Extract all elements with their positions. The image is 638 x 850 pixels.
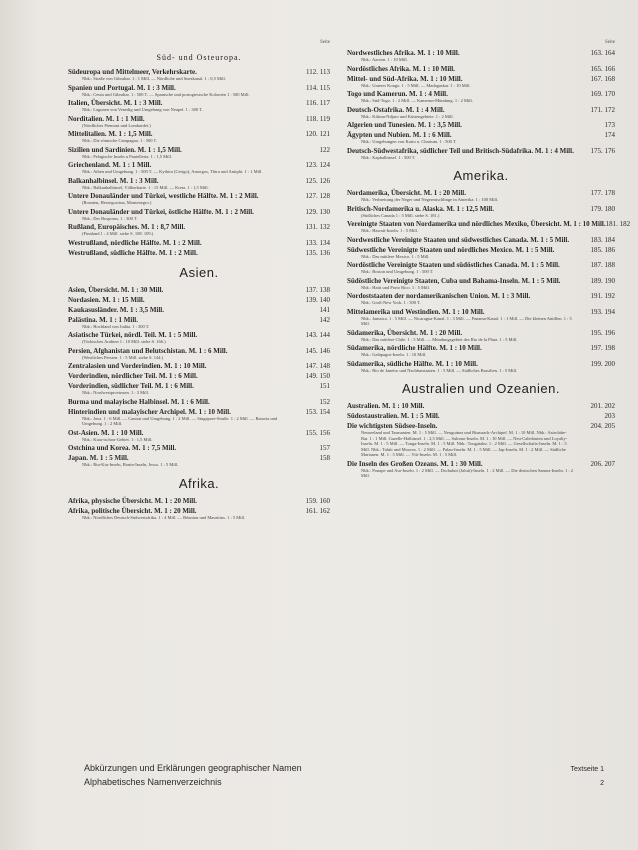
entry-pages: 165. 166 [590,64,615,73]
entry-row [347,261,615,269]
index-entry [347,189,615,203]
entry-row [68,192,330,200]
section-heading: Afrika. [178,475,220,491]
entry-row [347,147,615,155]
entry-row [347,412,615,420]
entry-row [347,205,615,213]
entry-pages: 149. 150 [305,372,330,380]
index-entry [347,131,615,145]
entry-title: Nordasien. M. 1 : 15 Mill. [68,295,145,304]
entry-subtitle: Nbk.: Riu-Kiu-Inseln, Bonin-Inseln, Jesso. 1 : 5 Mill. [82,462,179,467]
entry-row [68,84,330,92]
entry-row [347,131,615,139]
entry-row [68,331,330,339]
entry-title: Persien, Afghanistan und Belutschistan. M. 1 : 6 Mill. [68,346,228,355]
entry-pages: 185. 186 [590,245,615,254]
entry-title: Vorderindien, nördlicher Teil. M. 1 : 6 Mill. [68,372,198,380]
footer-row [84,762,604,776]
entry-subtitle: Nbk.: Hawaii-Inseln. 1 : 5 Mill. [361,228,418,233]
entry-subtitle: Nbk.: Jamaica. 1 : 5 Mill. — Nicaragua-Kanal. 1 : 3 Mill. — Panama-Kanal. 1 : 1 Mill. — Die kleinen Antillen. 1 : 5 Mill. [361,315,572,326]
entry-title: Togo und Kamerun. M. 1 : 4 Mill. [347,90,448,98]
entry-title: Deutsch-Südwestafrika, südlicher Teil und Britisch-Südafrika. M. 1 : 4 Mill. [347,146,574,155]
entry-row [68,398,330,406]
entry-pages: 203 [604,412,615,420]
index-entry [347,261,615,275]
entry-title: Vereinigte Staaten von Nordamerika und nördliches Mexiko, Übersicht. M. 1 : 10 Mill. [347,220,606,228]
index-entry [347,402,615,410]
index-entry [347,277,615,291]
entry-title: Griechenland. M. 1 : 1 Mill. [68,161,152,169]
index-entry [68,362,330,370]
entry-subtitle: Nbk.: Kiau-tschou-Gebiet. 1 : 1,5 Mill. [82,436,153,442]
entry-pages: 116. 117 [306,99,330,107]
entry-subtitle: Nbk.: Der Bosporus. 1 : 300 T. [82,215,138,221]
entry-subtitle: (Türkisches Arabien 1 : 10 Mill. siehe S. 166.) [82,339,166,344]
entry-row [347,422,615,430]
entry-title: Deutsch-Ostafrika. M. 1 : 4 Mill. [347,105,445,114]
entry-pages: 177. 178 [590,189,615,197]
left-entries [68,53,330,520]
entry-title: Südamerika, nördliche Hälfte. M. 1 : 10 Mill. [347,344,482,352]
footer-title: Alphabetisches Namenverzeichnis [84,777,222,787]
entry-pages: 139. 140 [305,295,330,304]
entry-title: Nordoststaaten der nordamerikanischen Union. M. 1 : 3 Mill. [347,292,531,300]
entry-subtitle: Nbk.: Ponape und Aur-Inseln. 1 : 2 Mill. — Dschaluit (Jaluit)-Inseln. 1 : 2 Mill. — Die deutschen Samoa-Inseln. 1 : 2 Mill. [361,467,574,478]
entry-pages: 133. 134 [305,238,330,247]
entry-subtitle: Nbk.: Das mittlere Chile. 1 : 5 Mill. — Mündungsgebiet des Rio de la Plata. 1 : 5 Mill. [361,336,518,342]
index-entry [68,192,330,206]
entry-title: Afrika, physische Übersicht. M. 1 : 20 Mill. [68,496,197,505]
entry-subtitle: (Südliches Canada 1 : 5 Mill. siehe S. 181.) [361,212,440,218]
index-entry [68,208,330,222]
index-entry [347,308,615,327]
entry-title: Südamerika, Übersicht. M. 1 : 20 Mill. [347,328,463,337]
entry-title: Britisch-Nordamerika u. Alaska. M. 1 : 12,5 Mill. [347,204,494,213]
entry-row [347,236,615,244]
index-entry [347,412,615,420]
entry-pages: 173 [604,121,615,129]
index-entry [347,65,615,73]
entry-row [347,220,631,228]
entry-pages: 145. 146 [305,346,330,355]
entry-title: Spanien und Portugal. M. 1 : 3 Mill. [68,83,176,92]
entry-pages: 174 [604,131,615,139]
entry-subtitle: Nbk.: Kilima-Ndjaro und Küstengebiete. 1 : 2 Mill. [361,113,454,119]
entry-row [68,507,330,515]
footer-title: Abkürzungen und Erklärungen geographischer Namen [84,763,302,773]
entry-title: Norditalien. M. 1 : 1 Mill. [68,114,145,123]
index-entry [347,460,615,479]
index-entry [347,205,615,219]
index-entry [347,360,615,374]
entry-subtitle: Nbk.: Umgebungen von Kairo u. Chartum. 1 : 500 T. [361,139,457,144]
entry-title: Hinterindien und malayischer Archipel. M. 1 : 10 Mill. [68,407,231,416]
index-entry [68,115,330,129]
entry-title: Südostaustralien. M. 1 : 5 Mill. [347,412,440,420]
entry-subtitle: Nbk.: Lagunen von Venedig und Umgebung von Neapel. 1 : 300 T. [82,107,203,112]
entry-subtitle: Nbk.: Verbreitung der Neger und Negermischlinge in Amerika. 1 : 100 Mill. [361,197,499,202]
index-entry [347,106,615,120]
entry-subtitle: Nbk.: Azoren. 1 : 10 Mill. [361,57,408,62]
entry-title: Mittelitalien. M. 1 : 1,5 Mill. [68,130,153,138]
index-entry [347,220,631,234]
entry-title: Die Inseln des Großen Ozeans. M. 1 : 30 Mill. [347,459,483,468]
entry-title: Nordöstliche Vereinigte Staaten und südöstliches Canada. M. 1 : 5 Mill. [347,261,560,269]
entry-row [68,130,330,138]
index-entry [68,68,330,82]
entry-row [68,316,330,324]
entry-row [68,296,330,304]
index-entry [68,507,330,521]
entry-subtitle: Nbk.: Die römische Campagna. 1 : 500 T. [82,138,158,143]
entry-pages: 163. 164 [590,49,615,57]
entry-pages: 206. 207 [590,459,615,468]
entry-subtitle: Nbk.: Nordwestprovinzen. 1 : 3 Mill. [82,390,149,395]
entry-pages: 179. 180 [590,204,615,213]
entry-pages: 181. 182 [605,220,631,228]
index-entry [68,398,330,406]
entry-pages: 112. 113 [306,68,330,76]
entry-pages: 189. 190 [590,276,615,285]
entry-title: Westrußland, nördliche Hälfte. M. 1 : 2 Mill. [68,238,202,247]
entry-pages: 147. 148 [305,362,330,370]
entry-title: Ost-Asien. M. 1 : 10 Mill. [68,428,144,437]
index-entry [68,296,330,304]
index-entry [347,121,615,129]
entry-title: Südöstliche Vereinigte Staaten, Cuba und Bahama-Inseln. M. 1 : 5 Mill. [347,276,561,285]
entry-subtitle: Nbk.: Nördliches Deutsch-Südwestafrika. 1 : 4 Mill. — Réunion und Mauritius. 1 : 5 Mill. [82,514,246,520]
entry-pages: 123. 124 [305,161,330,169]
index-entry [347,147,615,161]
index-entry [68,454,330,468]
entry-subtitle: Nbk.: Kaphalbinsel. 1 : 500 T. [361,154,416,160]
index-entry [68,331,330,345]
index-entry [68,161,330,175]
entry-row [68,208,330,216]
entry-title: Vorderindien, südlicher Teil. M. 1 : 6 Mill. [68,382,194,390]
entry-pages: 157 [319,444,330,452]
entry-row [68,146,330,154]
index-entry [68,347,330,361]
index-entry [347,49,615,63]
entry-subtitle: Nbk.: Unterer Kongo. 1 : 5 Mill. — Madagaskar. 1 : 10 Mill. [361,82,471,88]
entry-title: Nordamerika, Übersicht. M. 1 : 20 Mill. [347,189,466,197]
right-column [347,40,631,481]
entry-row [68,454,330,462]
entry-title: Australien. M. 1 : 10 Mill. [347,402,425,410]
entry-row [347,402,615,410]
entry-title: Rußland, Europäisches. M. 1 : 8,7 Mill. [68,223,186,231]
entry-pages: 137. 138 [305,285,330,294]
index-entry [68,429,330,443]
entry-title: Asien, Übersicht. M. 1 : 30 Mill. [68,285,164,294]
entry-pages: 129. 130 [305,207,330,216]
footer-row [84,776,604,790]
entry-subtitle: Nbk.: Haiti und Porto Rico. 1 : 5 Mill. [361,284,430,290]
entry-row [347,344,615,352]
entry-row [68,286,330,294]
entry-subtitle: (Westliches Persien. 1 : 5 Mill. siehe S. 144.) [82,354,164,360]
entry-title: Mittel- und Süd-Afrika. M. 1 : 10 Mill. [347,74,463,83]
entry-row [68,115,330,123]
entry-row [68,99,330,107]
entry-pages: 142 [319,315,330,324]
section-heading: Amerika. [453,168,509,183]
entry-title: Untere Donauländer und Türkei, westliche Hälfte. M. 1 : 2 Mill. [68,192,259,200]
entry-title: Mittelamerika und Westindien. M. 1 : 10 Mill. [347,307,485,316]
index-entry [68,239,330,247]
entry-subtitle: (Finnland 1 : 4 Mill. siehe S. 108. 109.) [82,231,154,236]
entry-title: Burma und malayische Halbinsel. M. 1 : 6 Mill. [68,397,210,406]
entry-title: Die wichtigsten Südsee-Inseln. [347,422,438,430]
entry-title: Balkanhalbinsel. M. 1 : 3 Mill. [68,176,159,185]
entry-row [347,308,615,316]
entry-pages: 151 [319,382,330,390]
entry-row [68,249,330,257]
entry-title: Nordwestliches Afrika. M. 1 : 10 Mill. [347,49,460,57]
entry-title: Nordöstliches Afrika. M. 1 : 10 Mill. [347,64,455,73]
index-entry [68,408,330,427]
index-entry [68,286,330,294]
index-entry [347,246,615,260]
entry-subtitle: Nbk.: Balkanhalbinsel, Völkerkarte. 1 : 15 Mill. — Kreta. 1 : 1,5 Mill. [82,184,209,190]
entry-pages: 199. 200 [590,359,615,368]
index-entry [68,223,330,237]
entry-pages: 122 [319,145,330,154]
entry-pages: 191. 192 [590,292,615,300]
entry-row [347,329,615,337]
index-entry [68,382,330,396]
entry-subtitle: Nbk.: Groß-New York. 1 : 500 T. [361,300,421,305]
entry-subtitle: (Bosnien, Herzegowina, Montenegro.) [82,200,152,205]
entry-subtitle: Nbk.: Straße von Gibraltar. 1 : 1 Mill. — Nördliche und Suezkanal. 1 : 0,5 Mill. [82,76,226,81]
entry-row [68,239,330,247]
seite-label: Seite [320,40,330,45]
entry-row [347,292,615,300]
entry-pages: 127. 128 [305,192,330,200]
footer-index [84,762,604,790]
entry-row [68,429,330,437]
entry-subtitle: Nbk.: Java. 1 : 6 Mill. — Canton und Umgebung. 1 : 2 Mill. — Singapore-Straße. 1 : 2 Mill. — Batavia und Umgebung. 1 : 2 Mill. [82,415,278,426]
entry-row [68,306,330,314]
index-entry [68,497,330,505]
index-entry [347,329,615,343]
section-heading: Süd- und Osteuropa. [156,53,242,62]
entry-row [68,68,330,76]
index-entry [68,444,330,452]
entry-title: Südeuropa und Mittelmeer, Verkehrskarte. [68,68,197,76]
entry-title: Sizilien und Sardinien. M. 1 : 1,5 Mill. [68,145,182,154]
entry-pages: 159. 160 [305,496,330,505]
left-column [68,40,330,522]
index-entry [68,316,330,330]
index-entry [68,130,330,144]
entry-pages: 155. 156 [305,428,330,437]
entry-pages: 193. 194 [590,307,615,316]
entry-pages: 187. 188 [590,261,615,269]
entry-title: Südwestliche Vereinigte Staaten und nördliches Mexico. M. 1 : 5 Mill. [347,245,555,254]
seite-label-right: Seite [605,40,615,45]
index-entry [347,344,615,358]
index-entry [68,177,330,191]
entry-row [68,444,330,452]
entry-pages: 153. 154 [305,407,330,416]
entry-subtitle: Nbk.: Süd-Togo. 1 : 2 Mill. — Kamerun-Mündung. 1 : 2 Mill. [361,98,473,103]
entry-title: Asiatische Türkei, nördl. Teil. M. 1 : 5 Mill. [68,331,198,339]
entry-title: Palästina. M. 1 : 1 Mill. [68,315,138,324]
entry-row [347,121,615,129]
entry-row [68,223,330,231]
index-entry [68,306,330,314]
entry-pages: 143. 144 [305,331,330,339]
entry-subtitle: Nbk.: Boston und Umgebung. 1 : 500 T. [361,269,434,274]
entry-pages: 158 [319,454,330,462]
entry-row [347,189,615,197]
entry-pages: 195. 196 [590,328,615,337]
entry-pages: 204. 205 [590,422,615,430]
entry-pages: 197. 198 [590,344,615,352]
entry-pages: 175. 176 [590,146,615,155]
index-entry [347,422,615,458]
entry-subtitle: Nbk.: Galápagos-Inseln. 1 : 10 Mill. [361,352,427,357]
index-entry [68,84,330,98]
entry-pages: 171. 172 [590,105,615,114]
entry-pages: 135. 136 [305,248,330,257]
entry-subtitle: Nbk.: Hochland von Judäa. 1 : 300 T. [82,323,150,329]
section-heading: Asien. [179,264,219,280]
index-entry [347,292,615,306]
entry-pages: 141 [319,305,330,314]
index-entry [347,75,615,89]
entry-title: Algerien und Tunesien. M. 1 : 3,5 Mill. [347,121,462,129]
entry-row [347,75,615,83]
entry-row [347,65,615,73]
entry-pages: 183. 184 [590,235,615,244]
entry-row [68,161,330,169]
entry-row [347,460,615,468]
entry-subtitle: Nbk.: Athen und Umgebung. 1 : 500 T. — Kythira (Cerigo), Amorgos, Thira und Antiphi. 1 : 1 Mill. [82,169,263,174]
entry-pages: 201. 202 [590,402,615,410]
entry-title: Westrußland, südliche Hälfte. M. 1 : 2 Mill. [68,248,198,257]
entry-subtitle: Nbk.: Pelagische Inseln u Pantelleria. 1 : 1,5 Mill. [82,153,172,159]
entry-row [68,497,330,505]
entry-title: Ostchina und Korea. M. 1 : 7,5 Mill. [68,444,177,452]
entry-pages: 167. 168 [590,74,615,83]
entry-subtitle: Neuseeland und Tasmanien. M. 1 : 5 Mill. — Neuguinea und Bismarck-Archipel. M. 1 : 10 Mill. Nbk.: Astrolabe-Bai. 1 : 1 Mill. Gazelle-Halbinsel. 1 : 2,5 Mill. — Salomo-Inseln. M. 1 : 10 Mill. — Neu-Caledonien und Loyalty-Inseln. M. 1 : 5 Mill. — Tonga-Inseln. M. 1 : 5 Mill. Nbk.: Tongatabu. 1 : 2 Mill. — Gesellschafts-Inseln. M. 1 : 5 Mill. Nbk.: Tahiti und Moorea. 1 : 2 Mill. — Palau-Inseln. M. 1 : 5 Mill. — Jap-Inseln. M. 1 : 2 Mill. — Südliche Marianen. M. 1 : 5 Mill. — Viti-Inseln. M. 1 : 5 Mill. [361,430,568,457]
footer-pages: Textseite 1 [570,766,604,773]
entry-title: Italien, Übersicht. M. 1 : 3 Mill. [68,99,163,107]
entry-pages: 118. 119 [306,114,330,123]
index-entry [68,99,330,113]
entry-row [347,49,615,57]
entry-row [68,372,330,380]
entry-title: Afrika, politische Übersicht. M. 1 : 20 Mill. [68,506,197,515]
entry-pages: 169. 170 [590,90,615,98]
entry-subtitle: Nbk.: Rio de Janeiro und Nachbarstaaten. 1 : 5 Mill. — Südliches Brasilien. 1 : 5 Mill. [361,367,518,373]
entry-title: Kaukasusländer. M. 1 : 3,5 Mill. [68,305,165,314]
entry-title: Nordwestliche Vereinigte Staaten und südwestliches Canada. M. 1 : 5 Mill. [347,235,570,244]
entry-row [68,347,330,355]
entry-row [347,90,615,98]
footer-pages: 2 [600,780,604,787]
entry-row [68,382,330,390]
entry-pages: 161. 162 [305,506,330,515]
entry-pages: 125. 126 [305,176,330,185]
entry-pages: 114. 115 [306,83,330,92]
entry-title: Ägypten und Nubien. M. 1 : 6 Mill. [347,131,452,139]
entry-subtitle: Nbk.: Das mittlere Mexico. 1 : 5 Mill. [361,253,430,259]
entry-title: Japan. M. 1 : 5 Mill. [68,454,129,462]
entry-subtitle: Nbk.: Ceuta und Gibraltar. 1 : 500 T. — Spanische und portugiesische Kolonien 1 : 500 Mill. [82,91,250,97]
entry-subtitle: (Nördliches Piemont und Lombardei.) [82,122,151,128]
index-entry [347,90,615,104]
entry-row [347,246,615,254]
entry-row [68,408,330,416]
entry-row [68,177,330,185]
entry-pages: 131. 132 [305,223,330,231]
entry-title: Untere Donauländer und Türkei, östliche Hälfte. M. 1 : 2 Mill. [68,207,254,216]
entry-row [347,106,615,114]
entry-row [68,362,330,370]
entry-title: Südamerika, südliche Hälfte. M. 1 : 10 Mill. [347,359,478,368]
entry-row [347,360,615,368]
index-entry [68,146,330,160]
entry-title: Zentralasien und Vorderindien. M. 1 : 10 Mill. [68,362,207,370]
right-entries [347,49,631,479]
index-entry [68,372,330,380]
section-heading: Australien und Ozeanien. [402,381,560,396]
entry-pages: 152 [319,397,330,406]
entry-row [347,277,615,285]
entry-pages: 120. 121 [305,130,330,138]
index-entry [68,249,330,257]
index-entry [347,236,615,244]
